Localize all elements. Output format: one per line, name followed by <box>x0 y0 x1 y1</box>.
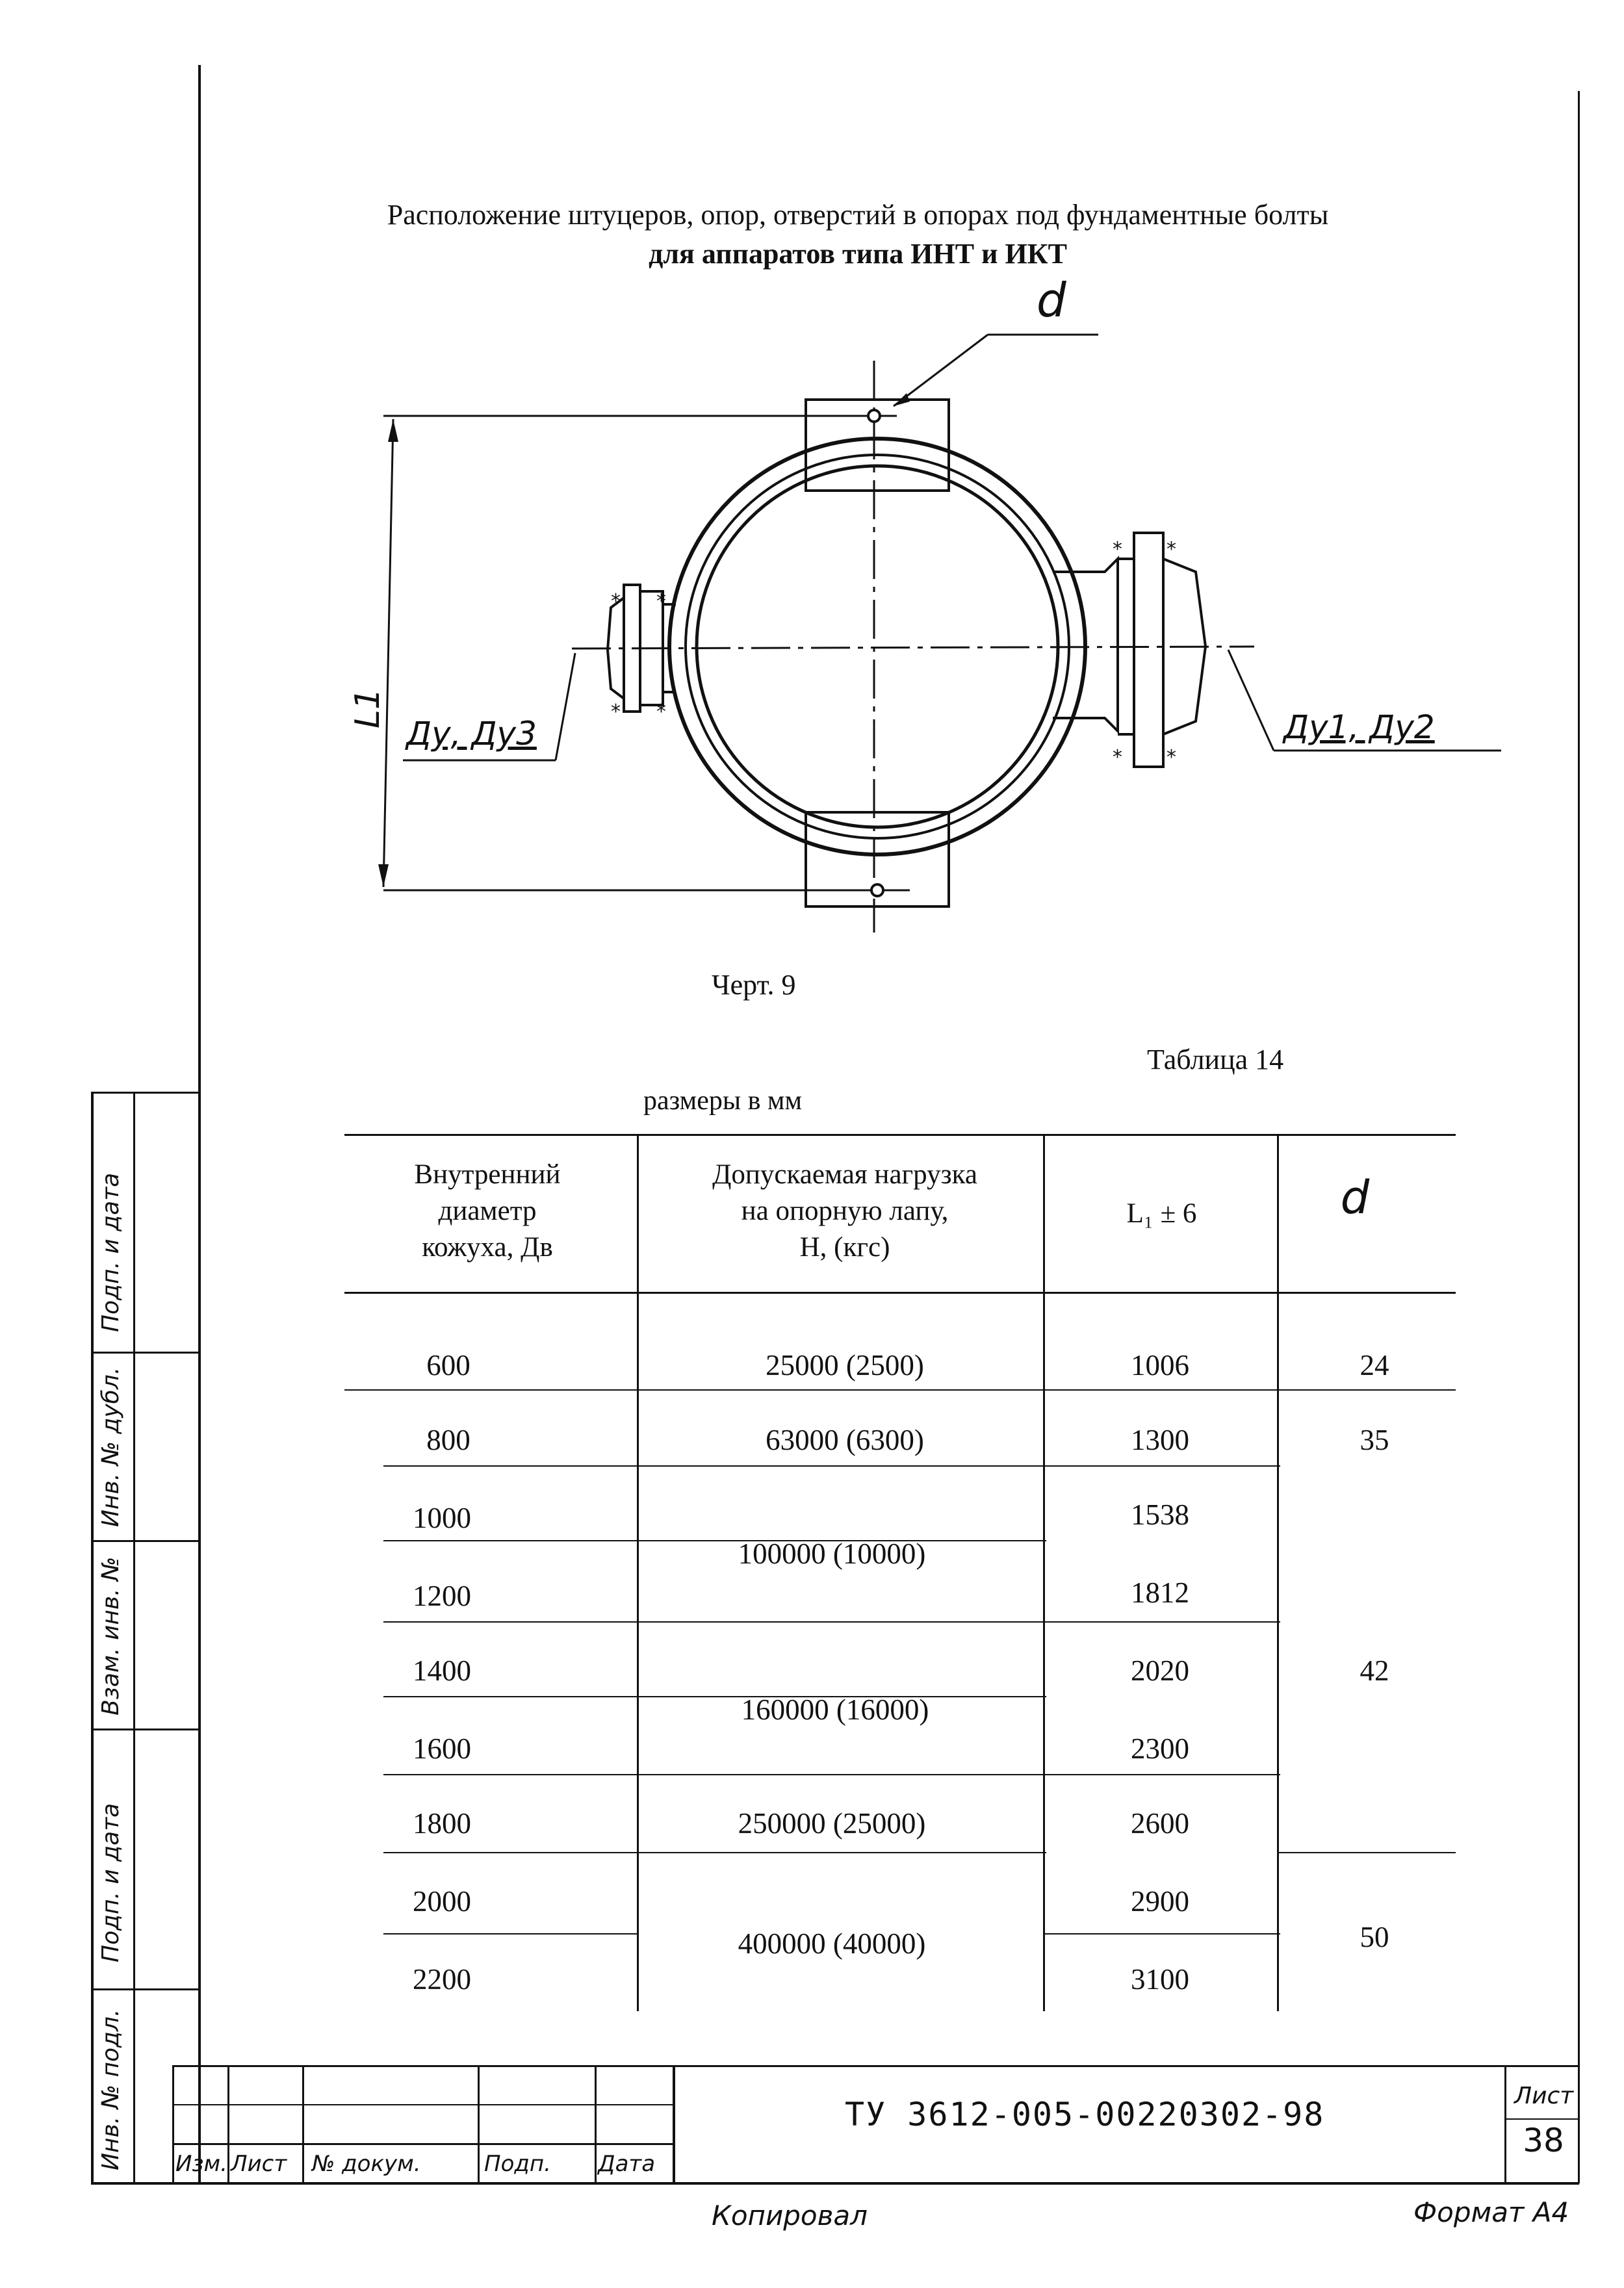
label-l1: L1 <box>348 688 388 729</box>
side-label-vzam-inv: Взам. инв. № <box>97 1556 124 1716</box>
load-cell: 250000 (25000) <box>738 1807 926 1840</box>
load-cell: 63000 (6300) <box>766 1424 924 1456</box>
sheet-number: 38 <box>1523 2122 1564 2159</box>
sheet-label: Лист <box>1514 2083 1574 2109</box>
load-cell: 25000 (2500) <box>766 1349 924 1382</box>
page-title-line-2: для аппаратов типа ИНТ и ИКТ <box>649 238 1067 270</box>
svg-text:*: * <box>611 701 621 723</box>
l1-cell: 2600 <box>1131 1807 1189 1840</box>
l1-cell: 3100 <box>1131 1963 1189 1996</box>
stamp-label-izm: Изм. <box>175 2151 227 2177</box>
svg-text:*: * <box>1166 746 1176 769</box>
load-cell: 160000 (16000) <box>741 1693 929 1726</box>
technical-drawing <box>0 0 1624 1014</box>
stamp-label-list: Лист <box>231 2151 287 2177</box>
diameter-cell: 600 <box>426 1349 470 1382</box>
stamp-label-date: Дата <box>598 2151 656 2177</box>
diameter-cell: 2200 <box>413 1963 471 1996</box>
frame-bottom-border <box>91 2182 1579 2185</box>
document-number: ТУ 3612-005-00220302-98 <box>845 2096 1325 2133</box>
page-title-line-1: Расположение штуцеров, опор, отверстий в опорах под фундаментные болты <box>387 199 1329 231</box>
header-allowable-load: Допускаемая нагрузка на опорную лапу, Н, (кгс) <box>712 1159 977 1263</box>
diameter-cell: 1600 <box>413 1732 471 1765</box>
load-cell: 100000 (10000) <box>738 1537 926 1570</box>
l1-cell: 2300 <box>1131 1732 1189 1765</box>
table-caption: Таблица 14 <box>1147 1044 1284 1075</box>
label-d: d <box>1037 273 1066 328</box>
l1-cell: 1300 <box>1131 1424 1189 1456</box>
svg-text:*: * <box>611 590 621 613</box>
header-inner-diameter: Внутренний диаметр кожуха, Дв <box>414 1159 561 1263</box>
svg-text:*: * <box>1166 538 1176 561</box>
d-cell: 42 <box>1360 1654 1389 1687</box>
stamp-label-signature: Подп. <box>484 2151 551 2177</box>
table-units: размеры в мм <box>643 1086 803 1116</box>
header-l1: L₁ ± 6 <box>1126 1198 1197 1229</box>
diameter-cell: 1200 <box>413 1580 471 1612</box>
d-cell: 50 <box>1360 1921 1389 1953</box>
stamp-label-doc-number: № докум. <box>312 2151 421 2177</box>
diameter-cell: 2000 <box>413 1885 471 1918</box>
side-label-podp-data-1: Подп. и дата <box>97 1803 124 1962</box>
label-nozzle-left: Ду, Ду3 <box>406 715 537 752</box>
side-label-inv-podl: Инв. № подл. <box>97 2009 124 2170</box>
l1-cell: 1538 <box>1131 1498 1189 1531</box>
side-label-inv-dubl: Инв. № дубл. <box>97 1367 124 1527</box>
d-cell: 24 <box>1360 1349 1389 1382</box>
diameter-cell: 1400 <box>413 1654 471 1687</box>
svg-text:*: * <box>656 701 666 723</box>
svg-text:*: * <box>656 590 666 613</box>
drawing-caption: Черт. 9 <box>712 969 796 1001</box>
load-cell: 400000 (40000) <box>738 1927 926 1960</box>
l1-cell: 2020 <box>1131 1654 1189 1687</box>
svg-text:*: * <box>1113 746 1122 769</box>
header-d: d <box>1340 1171 1370 1224</box>
diameter-cell: 800 <box>426 1424 470 1456</box>
l1-cell: 2900 <box>1131 1885 1189 1918</box>
side-label-podp-data-2: Подп. и дата <box>97 1172 124 1332</box>
svg-text:*: * <box>1113 538 1122 561</box>
l1-cell: 1812 <box>1131 1576 1189 1609</box>
l1-cell: 1006 <box>1131 1349 1189 1382</box>
d-cell: 35 <box>1360 1424 1389 1456</box>
diameter-cell: 1800 <box>413 1807 471 1840</box>
footer-format: Формат А4 <box>1413 2196 1569 2228</box>
label-nozzle-right: Ду1, Ду2 <box>1283 708 1435 746</box>
footer-copied: Копировал <box>712 2200 868 2231</box>
diameter-cell: 1000 <box>413 1502 471 1534</box>
